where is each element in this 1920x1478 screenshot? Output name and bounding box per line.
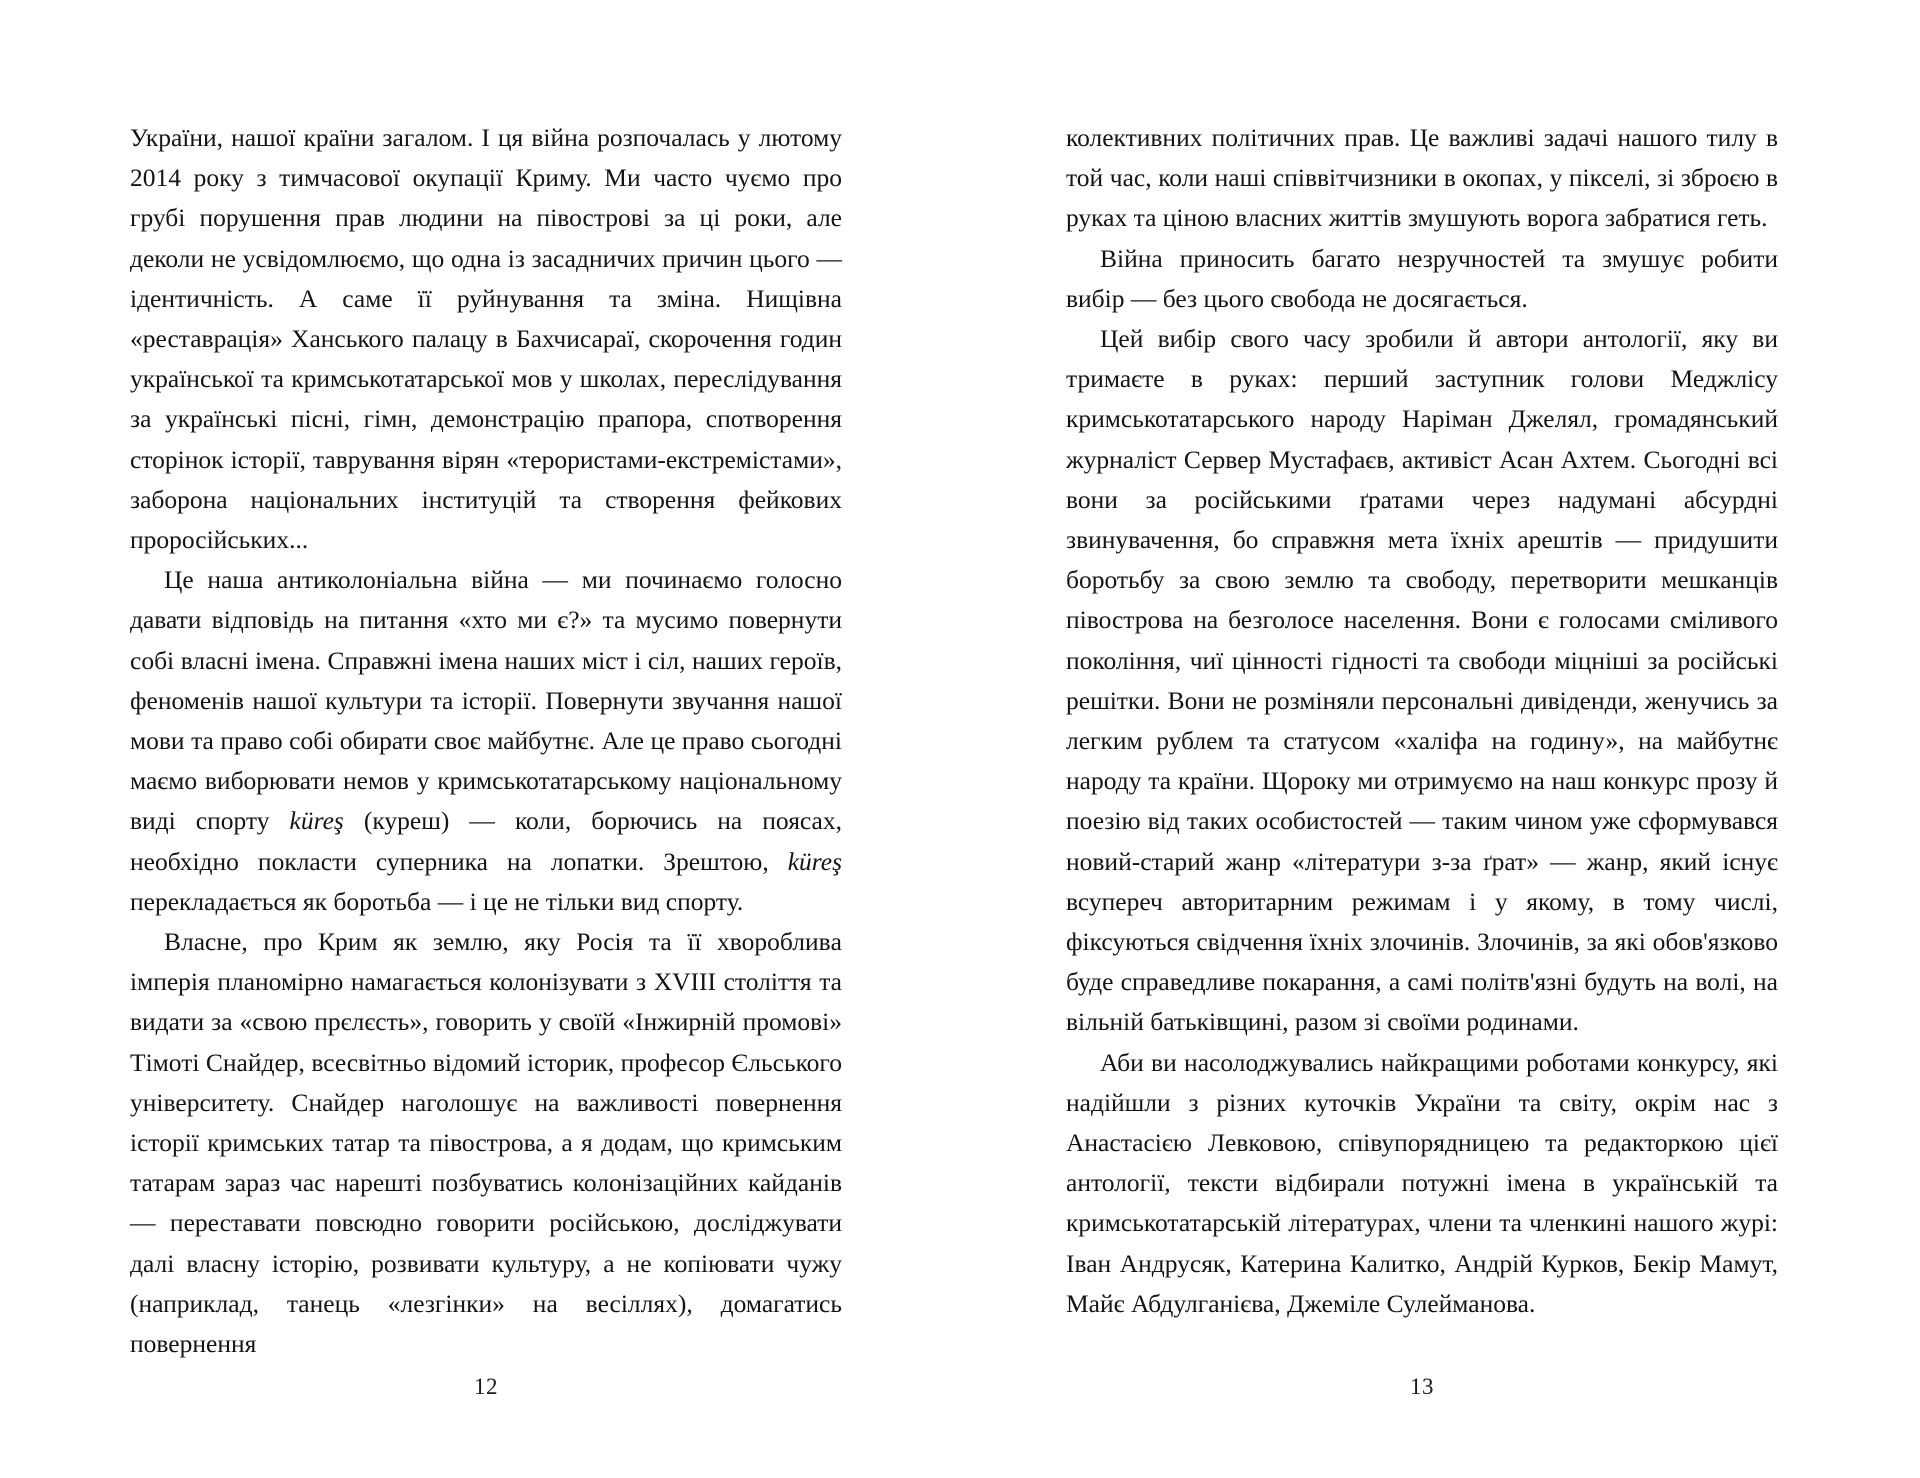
page-number-right: 13 xyxy=(1410,1374,1434,1399)
right-page xyxy=(1066,118,1778,1418)
paragraph: Цей вибір свого часу зробили й автори антології, яку ви тримаєте в руках: перший заступник голови Меджлісу кримськотатарського народу Наріман Джелял, громадянський журналіст Сервер Мустафаєв, активіст Асан Ахтем. Сьогодні всі вони за російськими ґратами через надумані абсурдні звинувачення, бо справжня мета їхніх арештів — придушити боротьбу за свою землю та свободу, перетворити мешканців півострова на безголосе населення. Вони є голосами сміливого покоління, чиї цінності гідності та свободи міцніші за російські решітки. Вони не розміняли персональні дивіденди, женучись за легким рублем та статусом «халіфа на годину», на майбутнє народу та країни. Щороку ми отримуємо на наш конкурс прозу й поезію від таких особистостей — таким чином уже сформувався новий-старий жанр «літератури з-за ґрат» — жанр, який існує всупереч авторитарним режимам і у якому, в тому числі, фіксуються свідчення їхніх злочинів. Злочинів, за які обов'язково буде справедливе покарання, а самі політв'язні будуть на волі, на вільній батьківщині, разом зі своїми родинами. xyxy=(1066,324,1778,1037)
left-page-body xyxy=(130,118,842,1364)
page-number-left: 12 xyxy=(474,1374,498,1399)
left-page xyxy=(130,118,842,1418)
right-page-body xyxy=(1066,118,1778,1324)
paragraph: Війна приносить багато незручностей та змушує робити вибір — без цього свобода не досягається. xyxy=(1066,243,1778,313)
paragraph: Це наша антиколоніальна війна — ми починаємо голосно давати відповідь на питання «хто ми є?» та мусимо повернути собі власні імена. Справжні імена наших міст і сіл, наших героїв, феноменів нашої культури та історії. Повернути звучання нашої мови та право собі обирати своє майбутнє. Але це право сьогодні маємо виборювати немов у кримськотатарському національному виді спорту küreş (куреш) — коли, борючись на поясах, необхідно покласти суперника на лопатки. Зрештою, küreş перекладається як боротьба — і це не тільки вид спорту. xyxy=(130,565,842,916)
paragraph: Власне, про Крим як землю, яку Росія та її хворобливa імперія планомірно намагається колонізувати з XVIII століття та видати за «свою прєлєсть», говорить у своїй «Інжирній промові» Тімоті Снайдер, всесвітньо відомий історик, професор Єльського університету. Снайдер наголошує на важливості повернення історії кримських татар та півострова, а я додам, що кримським татарам зараз час нарешті позбуватись колонізаційних кайданів — переставати повсюдно говорити російською, досліджувати далі власну історію, розвивати культуру, а не копіювати чужу (наприклад, танець «лезгінки» на весіллях), домагатись повернення xyxy=(130,927,842,1359)
paragraph: України, нашої країни загалом. І ця війна розпочалась у лютому 2014 року з тимчасової окупації Криму. Ми часто чуємо про грубі порушення прав людини на півострові за ці роки, але деколи не усвідомлюємо, що одна із засадничих причин цього — ідентичність. А саме її руйнування та зміна. Нищівна «реставрація» Ханського палацу в Бахчисараї, скорочення годин української та кримськотатарської мов у школах, переслідування за українські пісні, гімн, демонстрацію прапора, спотворення сторінок історії, таврування вірян «терористами-екстремістами», заборона національних інституцій та створення фейкових проросійських... xyxy=(130,123,842,555)
paragraph: колективних політичних прав. Це важливі задачі нашого тилу в той час, коли наші співвітчизники в окопах, у пікселі, зі зброєю в руках та ціною власних життів змушують ворога забратися геть. xyxy=(1066,123,1778,233)
paragraph: Аби ви насолоджувались найкращими роботами конкурсу, які надійшли з різних куточків України та світу, окрім нас з Анастасією Левковою, співупорядницею та редакторкою цієї антології, тексти відбирали потужні імена в українській та кримськотатарській літературах, члени та членкині нашого журі: Іван Андрусяк, Катерина Калитко, Андрій Курков, Бекір Мамут, Майє Абдулганієва, Джеміле Сулейманова. xyxy=(1066,1047,1778,1318)
